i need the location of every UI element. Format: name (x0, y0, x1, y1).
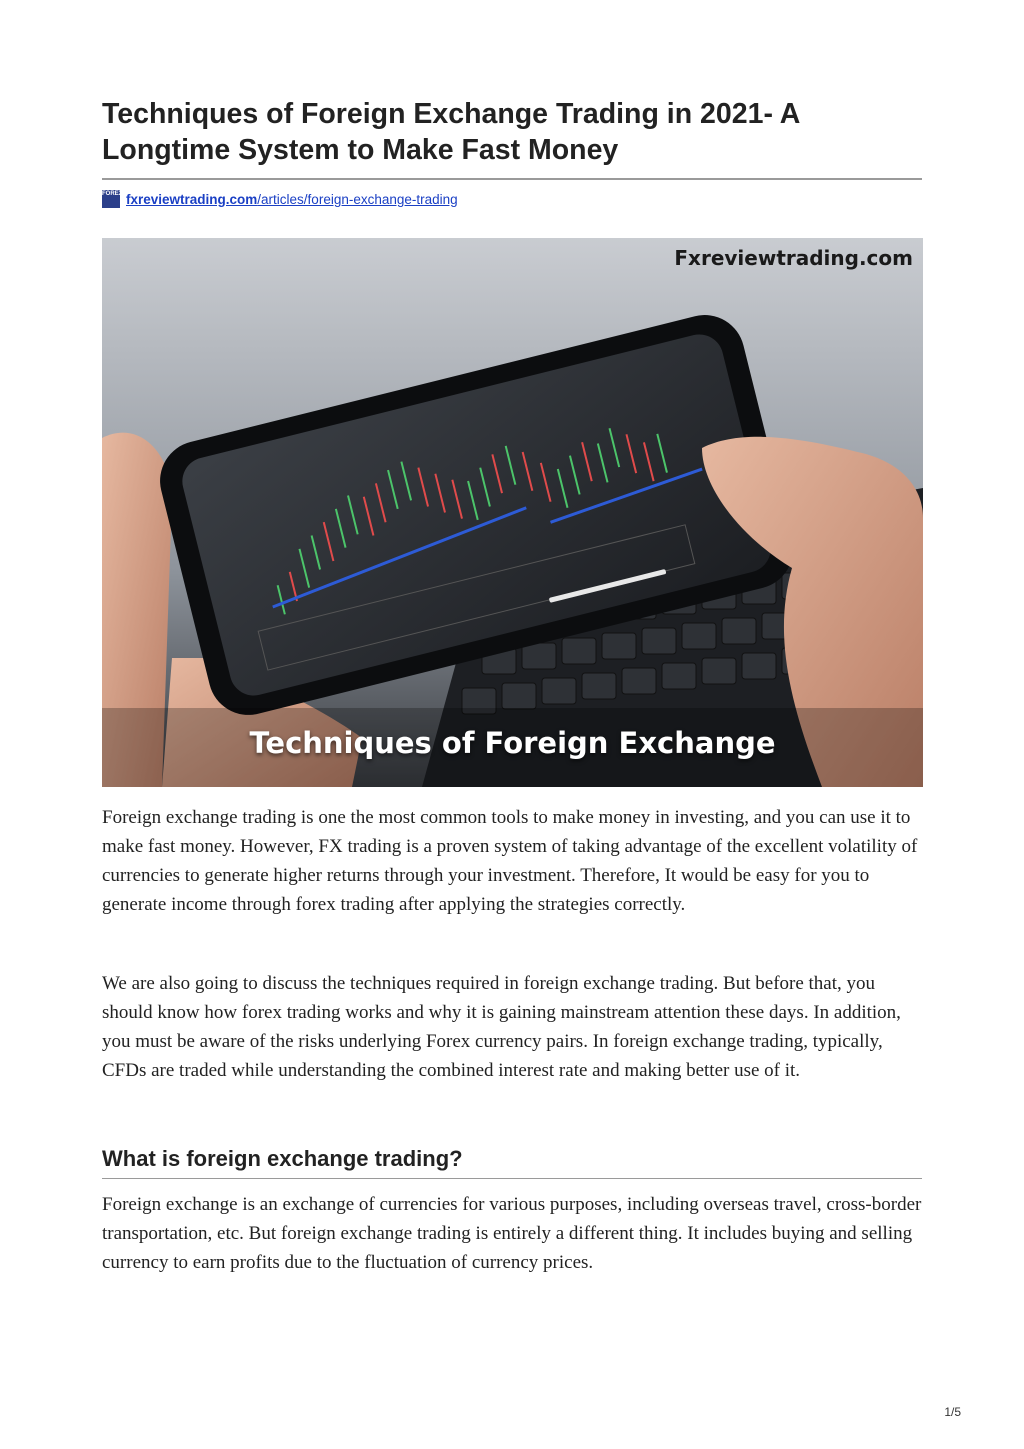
source-link-row (102, 187, 458, 211)
hero-image (102, 238, 923, 787)
title-divider (102, 178, 922, 180)
hero-photo-illustration (102, 238, 923, 787)
article-title-line-1: Techniques of Foreign Exchange Trading in 2021- A (102, 98, 801, 130)
article-title-line-2: Longtime System to Make Fast Money (102, 134, 619, 166)
source-path: /articles/foreign-exchange-trading (257, 191, 458, 207)
hero-brand-text: Fxreviewtrading.com (674, 246, 913, 270)
article-title (102, 96, 922, 168)
body-paragraph-3: Foreign exchange is an exchange of currencies for various purposes, including overseas travel, cross-border transportation, etc. But foreign exchange trading is entirely a different thing. It includes buying and selling currency to earn profits due to the fluctuation of currency prices. (102, 1194, 922, 1273)
source-domain: fxreviewtrading.com (126, 191, 258, 207)
page-number: 1/5 (944, 1405, 961, 1419)
source-url-link[interactable] (126, 192, 458, 207)
section-heading: What is foreign exchange trading? (102, 1146, 463, 1171)
hero-overlay-title: Techniques of Foreign Exchange (249, 726, 776, 760)
section-divider (102, 1178, 922, 1179)
site-favicon-icon: FOREX (102, 190, 120, 208)
body-paragraph-2: We are also going to discuss the techniques required in foreign exchange trading. But before that, you should know how forex trading works and why it is gaining mainstream attention these days. In addition, you must be aware of the risks underlying Forex currency pairs. In foreign exchange trading, typically, CFDs are traded while understanding the combined interest rate and making better use of it. (102, 973, 901, 1081)
body-paragraph-1: Foreign exchange trading is one the most common tools to make money in investing, and you can use it to make fast money. However, FX trading is a proven system of taking advantage of the excellent volatility of currencies to generate higher returns through your investment. Therefore, It would be easy for you to generate income through forex trading after applying the strategies correctly. (102, 807, 918, 915)
